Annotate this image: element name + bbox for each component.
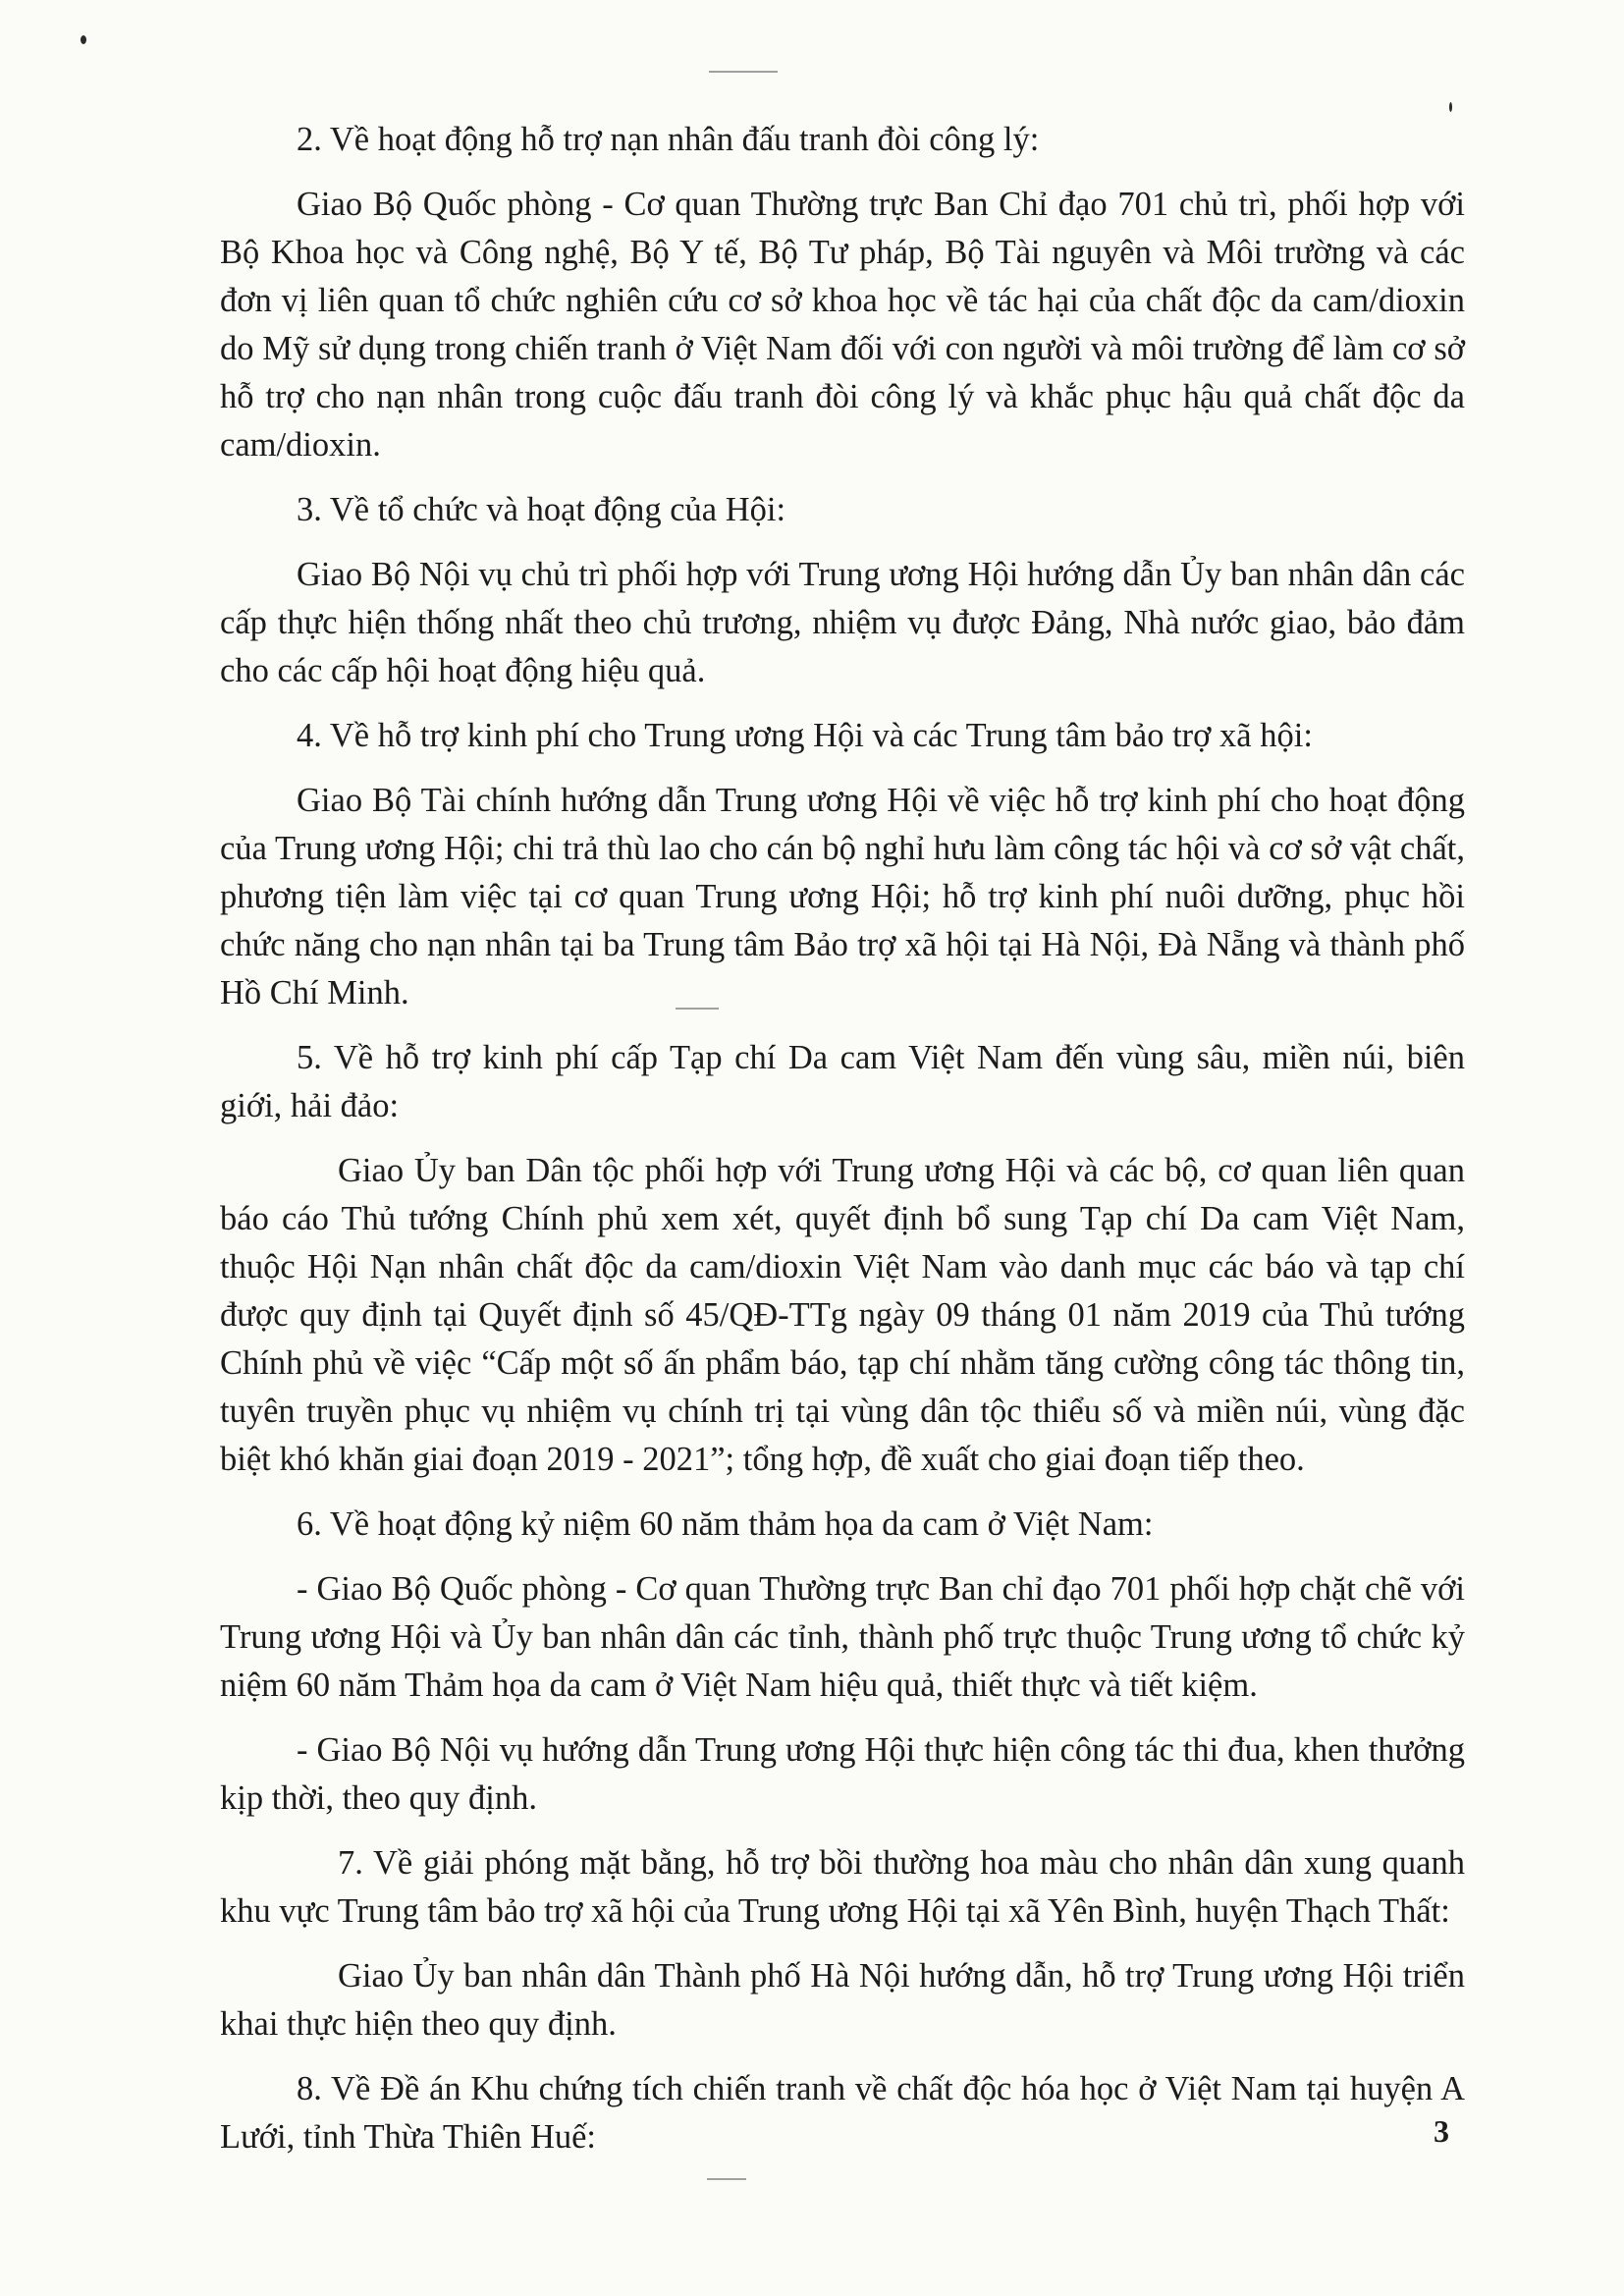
section-2-heading: 2. Về hoạt động hỗ trợ nạn nhân đấu tranh đòi công lý: xyxy=(297,121,1040,158)
scan-speck xyxy=(1449,102,1452,112)
section-8-heading: 8. Về Đề án Khu chứng tích chiến tranh về chất độc hóa học ở Việt Nam tại huyện A Lưới, tỉnh Thừa Thiên Huế: xyxy=(220,2070,1465,2156)
section-7-heading: 7. Về giải phóng mặt bằng, hỗ trợ bồi thường hoa màu cho nhân dân xung quanh khu vực Trung tâm bảo trợ xã hội của Trung ương Hội tại xã Yên Bình, huyện Thạch Thất: xyxy=(220,1844,1465,1930)
page-number: 3 xyxy=(1434,2113,1449,2149)
scan-speck xyxy=(81,35,86,44)
scan-smudge xyxy=(709,71,778,73)
section-6-item-2: - Giao Bộ Nội vụ hướng dẫn Trung ương Hội thực hiện công tác thi đua, khen thưởng kịp thời, theo quy định. xyxy=(220,1731,1465,1817)
section-5-heading: 5. Về hỗ trợ kinh phí cấp Tạp chí Da cam Việt Nam đến vùng sâu, miền núi, biên giới, hải đảo: xyxy=(220,1039,1465,1124)
section-4-body: Giao Bộ Tài chính hướng dẫn Trung ương Hội về việc hỗ trợ kinh phí cho hoạt động của Trung ương Hội; chi trả thù lao cho cán bộ nghỉ hưu làm công tác hội và cơ sở vật chất, phương tiện làm việc tại cơ quan Trung ương Hội; hỗ trợ kinh phí nuôi dưỡng, phục hồi chức năng cho nạn nhân tại ba Trung tâm Bảo trợ xã hội tại Hà Nội, Đà Nẵng và thành phố Hồ Chí Minh. xyxy=(220,782,1465,1011)
scan-smudge xyxy=(707,2178,746,2180)
section-3-heading: 3. Về tổ chức và hoạt động của Hội: xyxy=(297,491,786,528)
section-5-body: Giao Ủy ban Dân tộc phối hợp với Trung ương Hội và các bộ, cơ quan liên quan báo cáo Thủ tướng Chính phủ xem xét, quyết định bổ sung Tạp chí Da cam Việt Nam, thuộc Hội Nạn nhân chất độc da cam/dioxin Việt Nam vào danh mục các báo và tạp chí được quy định tại Quyết định số 45/QĐ-TTg ngày 09 tháng 01 năm 2019 của Thủ tướng Chính phủ về việc “Cấp một số ấn phẩm báo, tạp chí nhằm tăng cường công tác thông tin, tuyên truyền phục vụ nhiệm vụ chính trị tại vùng dân tộc thiểu số và miền núi, vùng đặc biệt khó khăn giai đoạn 2019 - 2021”; tổng hợp, đề xuất cho giai đoạn tiếp theo. xyxy=(220,1152,1465,1478)
document-body xyxy=(220,116,1465,2178)
section-6-item-1: - Giao Bộ Quốc phòng - Cơ quan Thường trực Ban chỉ đạo 701 phối hợp chặt chẽ với Trung ương Hội và Ủy ban nhân dân các tỉnh, thành phố trực thuộc Trung ương tổ chức kỷ niệm 60 năm Thảm họa da cam ở Việt Nam hiệu quả, thiết thực và tiết kiệm. xyxy=(220,1570,1465,1704)
section-3-body: Giao Bộ Nội vụ chủ trì phối hợp với Trung ương Hội hướng dẫn Ủy ban nhân dân các cấp thực hiện thống nhất theo chủ trương, nhiệm vụ được Đảng, Nhà nước giao, bảo đảm cho các cấp hội hoạt động hiệu quả. xyxy=(220,556,1465,689)
section-4-heading: 4. Về hỗ trợ kinh phí cho Trung ương Hội và các Trung tâm bảo trợ xã hội: xyxy=(297,717,1313,754)
section-7-body: Giao Ủy ban nhân dân Thành phố Hà Nội hướng dẫn, hỗ trợ Trung ương Hội triển khai thực hiện theo quy định. xyxy=(220,1957,1465,2043)
section-6-heading: 6. Về hoạt động kỷ niệm 60 năm thảm họa da cam ở Việt Nam: xyxy=(297,1505,1154,1543)
section-2-body: Giao Bộ Quốc phòng - Cơ quan Thường trực Ban Chỉ đạo 701 chủ trì, phối hợp với Bộ Khoa học và Công nghệ, Bộ Y tế, Bộ Tư pháp, Bộ Tài nguyên và Môi trường và các đơn vị liên quan tổ chức nghiên cứu cơ sở khoa học về tác hại của chất độc da cam/dioxin do Mỹ sử dụng trong chiến tranh ở Việt Nam đối với con người và môi trường để làm cơ sở hỗ trợ cho nạn nhân trong cuộc đấu tranh đòi công lý và khắc phục hậu quả chất độc da cam/dioxin. xyxy=(220,186,1465,464)
